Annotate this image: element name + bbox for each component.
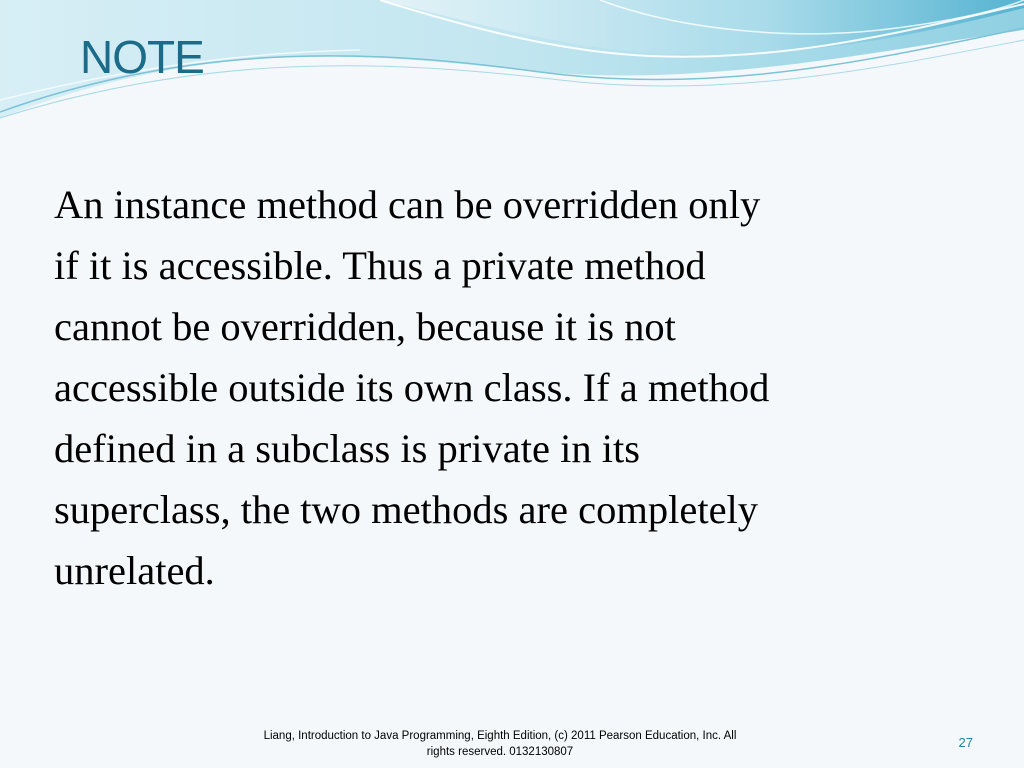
body-line: defined in a subclass is private in its bbox=[54, 426, 641, 471]
body-line: accessible outside its own class. If a method bbox=[54, 365, 770, 410]
body-line: if it is accessible. Thus a private method bbox=[54, 243, 706, 288]
footer-line: Liang, Introduction to Java Programming, Eighth Edition, (c) 2011 Pearson Education, Inc. All bbox=[263, 730, 737, 742]
body-line: superclass, the two methods are completely bbox=[54, 487, 759, 532]
body-line: cannot be overridden, because it is not bbox=[54, 304, 676, 349]
page-number: 27 bbox=[958, 735, 973, 750]
slide-footer bbox=[200, 728, 800, 760]
body-line: unrelated. bbox=[54, 548, 215, 593]
body-line: An instance method can be overridden only bbox=[54, 182, 761, 227]
footer-line: rights reserved. 0132130807 bbox=[426, 746, 574, 758]
slide-body-text bbox=[54, 174, 994, 601]
slide-title: NOTE bbox=[80, 31, 204, 83]
